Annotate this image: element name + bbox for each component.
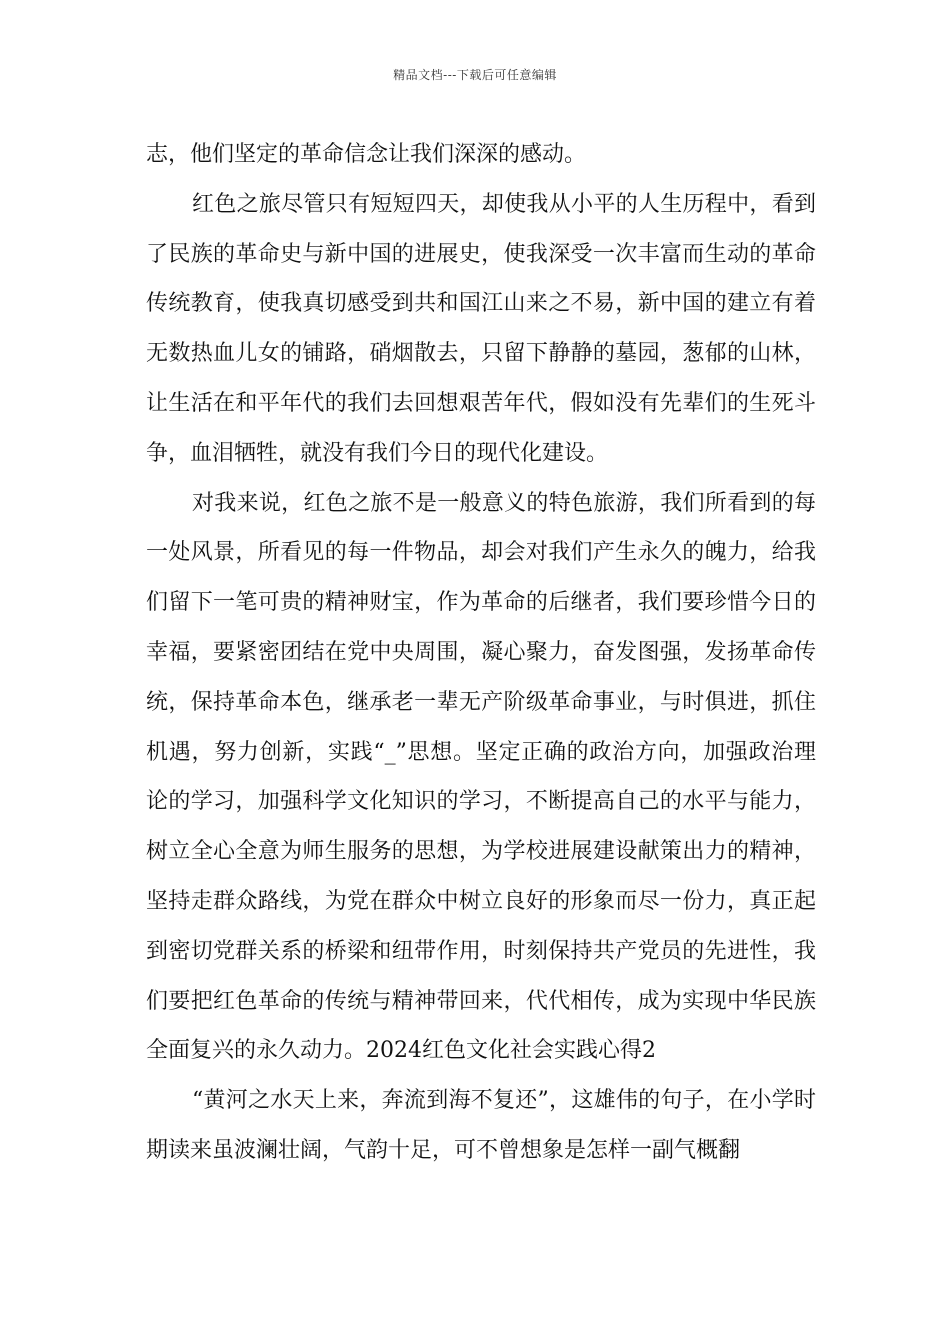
paragraph-2: 红色之旅尽管只有短短四天，却使我从小平的人生历程中，看到了民族的革命史与新中国的进展史，使我深受一次丰富而生动的革命传统教育，使我真切感受到共和国江山来之不易，新中国的建立有着无数热血儿女的铺路，硝烟散去，只留下静静的墓园，葱郁的山林，让生活在和平年代的我们去回想艰苦年代，假如没有先辈们的生死斗争，血泪牺牲，就没有我们今日的现代化建设。 bbox=[146, 191, 816, 466]
paragraph-4: “黄河之水天上来，奔流到海不复还”，这雄伟的句子，在小学时期读来虽波澜壮阔，气韵十足，可不曾想象是怎样一副气概翻 bbox=[146, 1088, 816, 1163]
page-header: 精品文档---下载后可任意编辑 bbox=[393, 68, 557, 82]
document-body bbox=[146, 130, 816, 1176]
paragraph-3: 对我来说，红色之旅不是一般意义的特色旅游，我们所看到的每一处风景，所看见的每一件物品，却会对我们产生永久的魄力，给我们留下一笔可贵的精神财宝，作为革命的后继者，我们要珍惜今日的幸福，要紧密团结在党中央周围，凝心聚力，奋发图强，发扬革命传统，保持革命本色，继承老一辈无产阶级革命事业，与时俱进，抓住机遇，努力创新，实践“_”思想。坚定正确的政治方向，加强政治理论的学习，加强科学文化知识的学习，不断提高自己的水平与能力，树立全心全意为师生服务的思想，为学校进展建设献策出力的精神， 坚持走群众路线，为党在群众中树立良好的形象而尽一份力，真正起到密切党群关系的桥梁和纽带作用，时刻保持共产党员的先进性，我们要把红色革命的传统与精神带回来，代代相传，成为实现中华民族全面复兴的永久动力。2024红色文化社会实践心得2 bbox=[146, 490, 816, 1064]
paragraph-1: 志，他们坚定的革命信念让我们深深的感动。 bbox=[146, 142, 587, 167]
